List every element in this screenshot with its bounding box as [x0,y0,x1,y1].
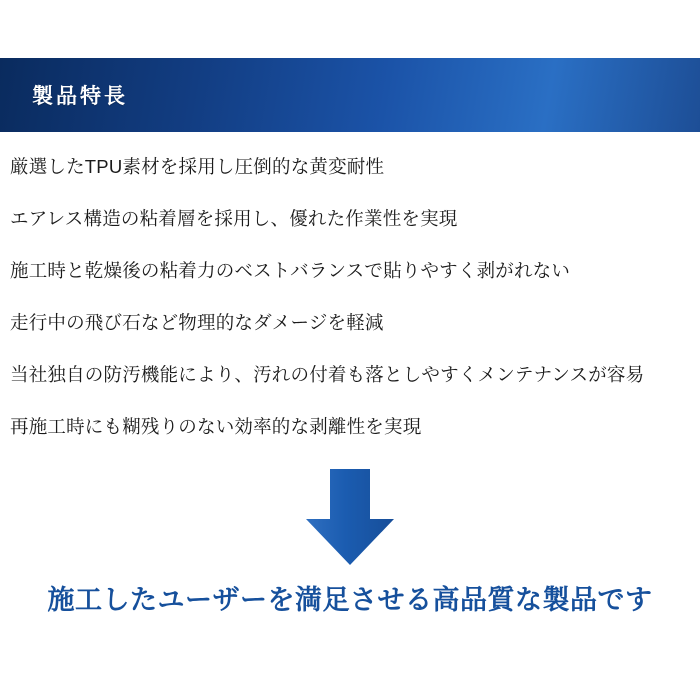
feature-text: 再施工時にも糊残りのない効率的な剥離性を実現 [10,416,422,437]
closing-text: 施工したユーザーを満足させる高品質な製品です [47,585,653,615]
feature-text: 当社独自の防汚機能により、汚れの付着も落としやすくメンテナンスが容易 [10,364,645,385]
feature-text: 厳選したTPU素材を採用し圧倒的な黄変耐性 [10,156,385,177]
list-item [0,348,700,400]
feature-list [0,140,700,452]
arrow-container [0,462,700,572]
page-title: 製品特長 [32,85,128,108]
list-item [0,140,700,192]
closing-message [0,578,700,617]
list-item [0,244,700,296]
feature-text: 施工時と乾燥後の粘着力のベストバランスで貼りやすく剥がれない [10,260,571,281]
section-header-bar [0,58,700,132]
list-item [0,400,700,452]
list-item [0,192,700,244]
feature-text: エアレス構造の粘着層を採用し、優れた作業性を実現 [10,208,458,229]
arrow-down-icon [304,469,396,565]
feature-text: 走行中の飛び石など物理的なダメージを軽減 [10,312,384,333]
list-item [0,296,700,348]
